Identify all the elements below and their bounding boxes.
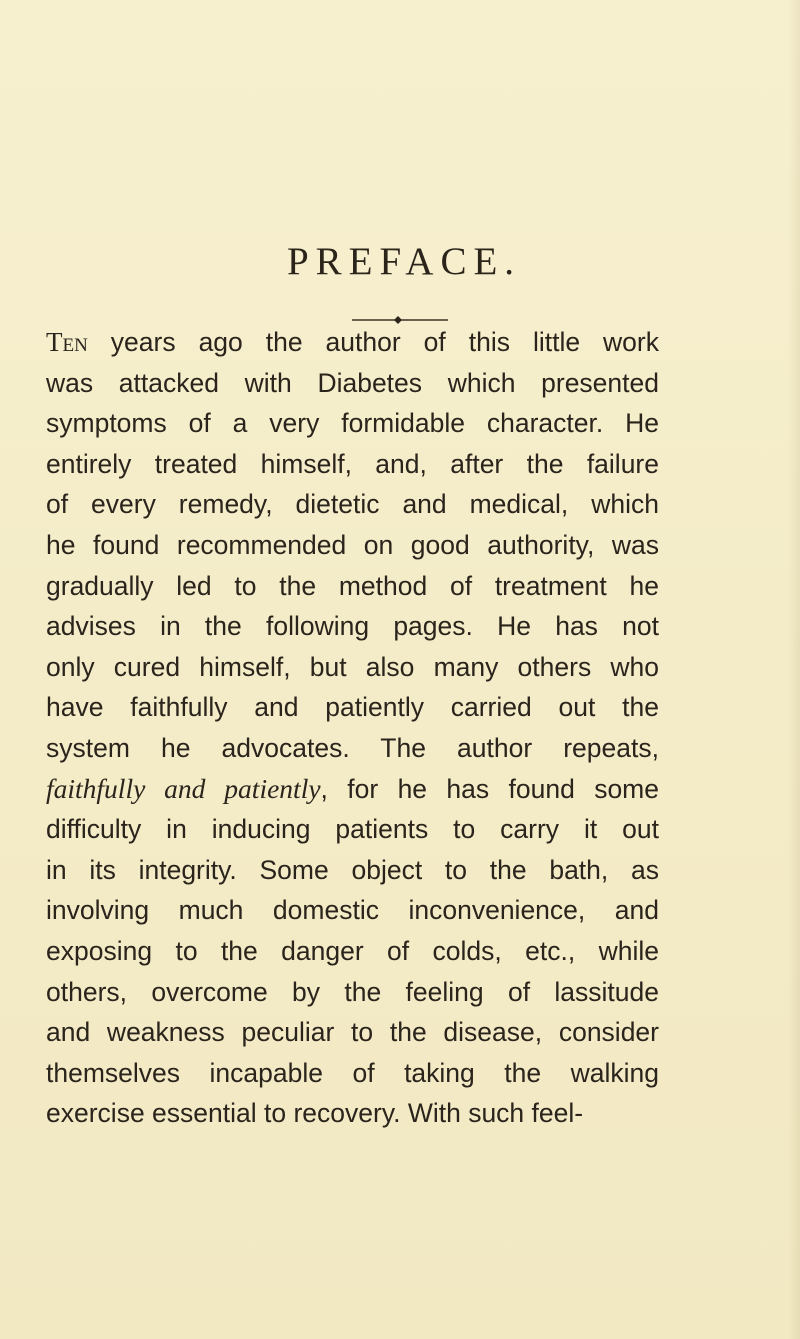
line-text: symptoms of a very formidable character. He <box>46 408 659 439</box>
line-text: entirely treated himself, and, after the failure <box>46 448 659 479</box>
line-text: advises in the following pages. He has not <box>46 611 659 642</box>
line-text: themselves incapable of taking the walking <box>46 1057 659 1088</box>
text-line <box>46 850 659 891</box>
drop-word-small-caps: Ten <box>46 327 88 357</box>
page-edge-shadow <box>788 0 800 1339</box>
text-line <box>46 444 659 485</box>
text-line <box>46 525 659 566</box>
line-text: in its integrity. Some object to the bath, as <box>46 854 659 885</box>
italic-emphasis: faithfully and patiently <box>46 772 321 804</box>
text-line <box>46 687 659 728</box>
text-line <box>46 890 659 931</box>
line-text: was attacked with Diabetes which presented <box>46 367 659 398</box>
text-line <box>46 566 659 607</box>
line-text: difficulty in inducing patients to carry it out <box>46 814 659 845</box>
text-line <box>46 606 659 647</box>
text-line <box>46 322 659 363</box>
line-text: he found recommended on good authority, was <box>46 529 659 560</box>
text-line <box>46 363 659 404</box>
line-text: years ago the author of this little work <box>87 327 659 357</box>
line-text: system he advocates. The author repeats, <box>46 732 659 763</box>
text-line <box>46 1053 659 1094</box>
text-line <box>46 809 659 850</box>
text-line <box>46 484 659 525</box>
line-text: and weakness peculiar to the disease, consider <box>46 1017 659 1048</box>
preface-body <box>46 322 659 1134</box>
text-line <box>46 1012 659 1053</box>
text-line <box>46 728 659 769</box>
text-line <box>46 972 659 1013</box>
text-line <box>46 647 659 688</box>
line-text: gradually led to the method of treatment he <box>46 570 659 601</box>
page-title: PREFACE. <box>286 240 522 283</box>
line-text: of every remedy, dietetic and medical, which <box>46 489 659 520</box>
line-text: exposing to the danger of colds, etc., while <box>46 935 659 966</box>
text-line <box>46 769 659 810</box>
line-text: only cured himself, but also many others who <box>46 651 659 682</box>
text-line <box>46 1093 659 1134</box>
line-text: involving much domestic inconvenience, and <box>46 895 659 926</box>
text-line <box>46 403 659 444</box>
line-text: have faithfully and patiently carried out the <box>46 692 659 723</box>
line-text: exercise essential to recovery. With such feel- <box>46 1098 584 1129</box>
text-line <box>46 931 659 972</box>
line-text: , for he has found some <box>320 773 659 804</box>
line-text: others, overcome by the feeling of lassitude <box>46 976 659 1007</box>
